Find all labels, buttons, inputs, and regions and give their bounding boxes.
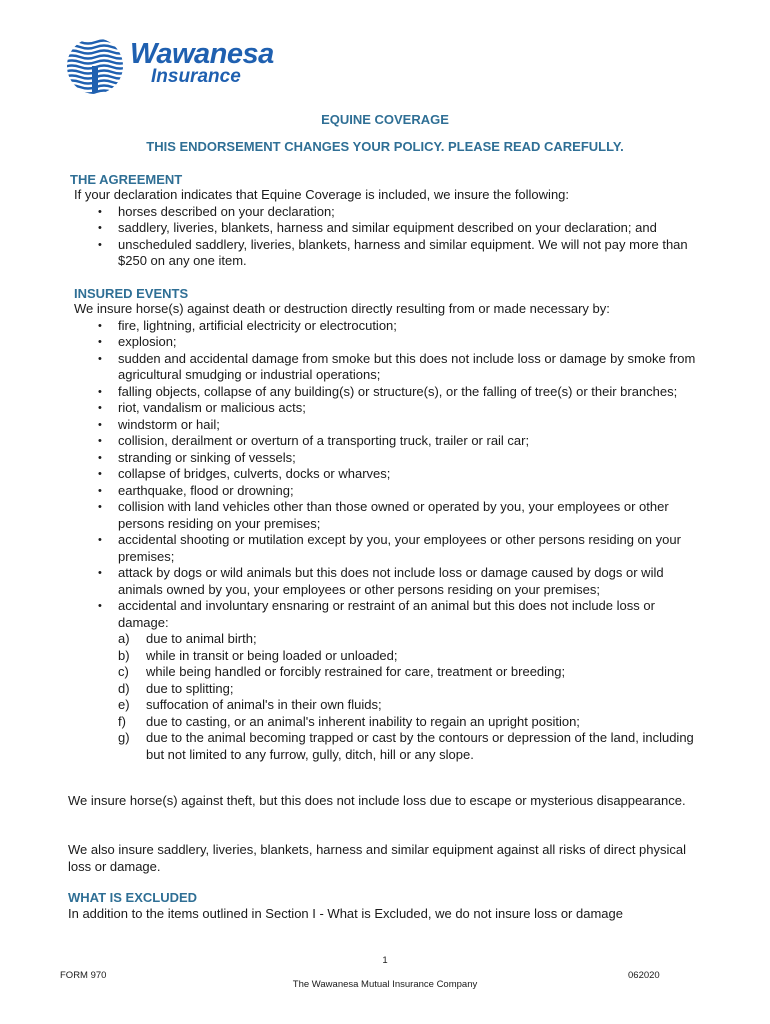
sub-item-letter: a) xyxy=(118,631,130,646)
list-item: • earthquake, flood or drowning; xyxy=(74,483,704,500)
list-item: • unscheduled saddlery, liveries, blankets, harness and similar equipment. We will not pay more than $250 on any one item. xyxy=(74,237,714,270)
list-item: • collapse of bridges, culverts, docks or wharves; xyxy=(74,466,704,483)
sub-list-item xyxy=(74,730,704,763)
list-item: • explosion; xyxy=(74,334,704,351)
list-item: • fire, lightning, artificial electricity or electrocution; xyxy=(74,318,704,335)
excluded-title: WHAT IS EXCLUDED xyxy=(68,890,198,905)
wawanesa-logo xyxy=(64,36,294,96)
company-name: The Wawanesa Mutual Insurance Company xyxy=(292,979,478,990)
form-date-code: 062020 xyxy=(628,970,660,981)
list-item: • attack by dogs or wild animals but this does not include loss or damage caused by dogs or wild animals owned by you, your employees or other persons residing on your premises; xyxy=(74,565,704,598)
sub-item-letter: d) xyxy=(118,680,130,696)
sub-item-text: while in transit or being loaded or unloaded; xyxy=(146,647,398,663)
sub-item-letter: e) xyxy=(118,697,130,712)
agreement-title: THE AGREEMENT xyxy=(70,172,183,187)
agreement-intro: If your declaration indicates that Equine Coverage is included, we insure the following: xyxy=(74,187,570,202)
sub-item-letter: b) xyxy=(118,647,130,663)
sub-item-text: due to splitting; xyxy=(146,680,234,696)
insured-events-section xyxy=(74,301,704,763)
list-item: • collision with land vehicles other than those owned or operated by you, your employees or other persons residing on your premises; xyxy=(74,499,704,532)
form-number: FORM 970 xyxy=(60,970,107,981)
endorsement-notice: THIS ENDORSEMENT CHANGES YOUR POLICY. PLEASE READ CAREFULLY. xyxy=(146,139,624,154)
wave-tree-emblem-icon xyxy=(64,36,126,96)
insured-events-intro: We insure horse(s) against death or destruction directly resulting from or made necessary by: xyxy=(74,301,610,316)
document-title: EQUINE COVERAGE xyxy=(321,112,449,127)
sub-item-letter: g) xyxy=(118,730,130,745)
list-item: • horses described on your declaration; xyxy=(74,204,714,221)
theft-paragraph: We insure horse(s) against theft, but this does not include loss due to escape or mysterious disappearance. xyxy=(68,793,686,808)
equipment-paragraph: We also insure saddlery, liveries, blankets, harness and similar equipment against all risks of direct physical loss or damage. xyxy=(68,842,687,874)
list-item: • windstorm or hail; xyxy=(74,417,704,434)
logo-wordmark: Wawanesa xyxy=(130,38,274,70)
list-item: • riot, vandalism or malicious acts; xyxy=(74,400,704,417)
sub-list-item xyxy=(74,681,704,698)
list-item: • saddlery, liveries, blankets, harness and similar equipment described on your declaration; and xyxy=(74,220,714,237)
insured-events-title: INSURED EVENTS xyxy=(74,286,189,301)
page-number: 1 xyxy=(382,955,388,966)
list-item: • stranding or sinking of vessels; xyxy=(74,450,704,467)
sub-list-item xyxy=(74,631,704,648)
list-item: • accidental shooting or mutilation except by you, your employees or other persons residing on your premises; xyxy=(74,532,704,565)
sub-list-item xyxy=(74,697,704,714)
agreement-section xyxy=(74,187,714,270)
list-item: • accidental and involuntary ensnaring or restraint of an animal but this does not include loss or damage: xyxy=(74,598,704,631)
list-item: • falling objects, collapse of any building(s) or structure(s), or the falling of tree(s) or their branches; xyxy=(74,384,704,401)
sub-item-text: due to casting, or an animal's inherent inability to regain an upright position; xyxy=(146,713,580,729)
sub-item-text: due to the animal becoming trapped or cast by the contours or depression of the land, including but not limited to any furrow, gully, ditch, hill or any slope. xyxy=(146,730,694,762)
logo-subtitle: Insurance xyxy=(151,66,241,87)
sub-item-text: due to animal birth; xyxy=(146,631,257,646)
list-item: • sudden and accidental damage from smoke but this does not include loss or damage by smoke from agricultural smudging or industrial operations; xyxy=(74,351,704,384)
sub-list-item xyxy=(74,648,704,665)
sub-list-item xyxy=(74,664,704,681)
sub-item-letter: c) xyxy=(118,664,129,679)
sub-item-text: while being handled or forcibly restrained for care, treatment or breeding; xyxy=(146,664,566,679)
sub-item-text: suffocation of animal's in their own fluids; xyxy=(146,697,382,712)
list-item: • collision, derailment or overturn of a transporting truck, trailer or rail car; xyxy=(74,433,704,450)
sub-list-item xyxy=(74,714,704,731)
sub-item-letter: f) xyxy=(118,713,126,729)
excluded-intro: In addition to the items outlined in Section I - What is Excluded, we do not insure loss or damage xyxy=(68,906,623,921)
